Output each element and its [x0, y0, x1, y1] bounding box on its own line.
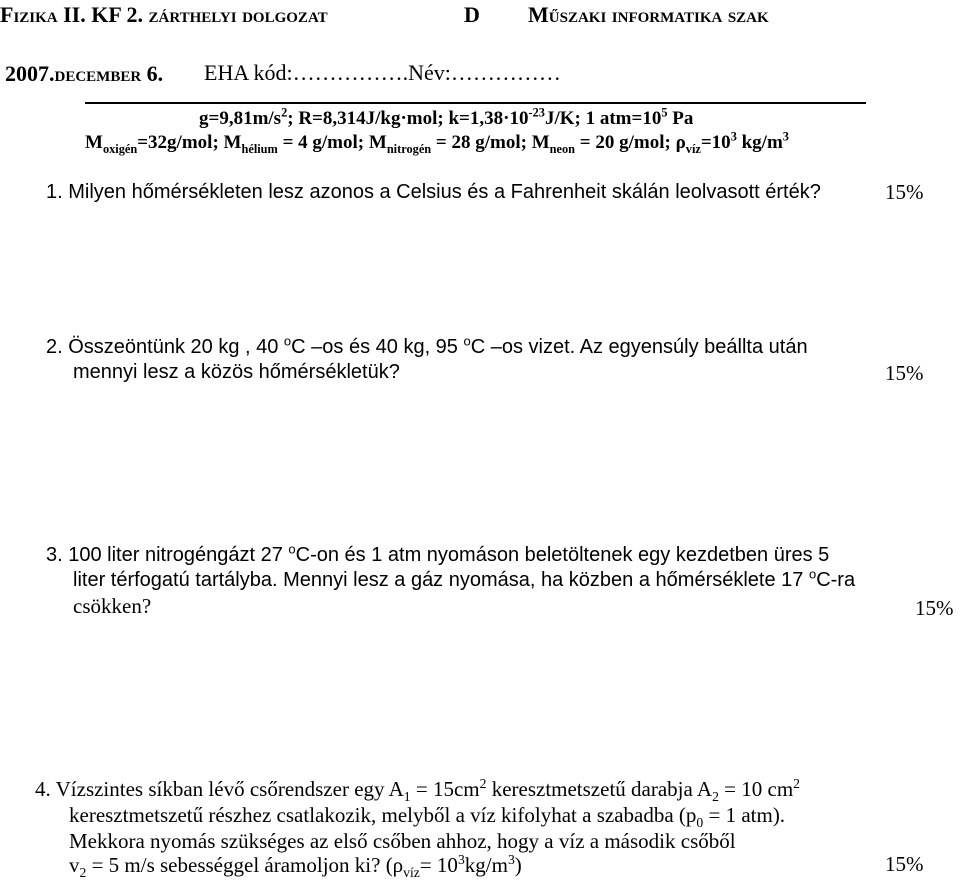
eha-name-line: EHA kód:…………….Név:……………: [204, 60, 561, 85]
constants-line-1: $g=9,81m/s^2$; R=8,314J/kg·mol; $k=1,38\cdot 10^{-23}J/K$; 1 $atm=10^5$ Pa: [199, 105, 694, 129]
question-2-percent: 15%: [885, 361, 924, 385]
question-2-line-2: mennyi lesz a közös hőmérsékletük?: [73, 361, 400, 383]
question-4-line-1: 4. Vízszintes síkban lévő csőrendszer egy $A_1 = 15cm^2$ keresztmetszetű darabja $A_2 = 10$ $cm^2$: [35, 776, 800, 805]
exam-date: 2007.december 6.: [5, 61, 164, 86]
question-3-line-3: csökken?: [73, 594, 152, 618]
exam-variant: D: [464, 2, 480, 27]
question-3-percent: 15%: [915, 596, 954, 620]
exam-program: Műszaki informatika szak: [528, 2, 769, 27]
question-4-line-2: keresztmetszetű részhez csatlakozik, melyből a víz kifolyhat a szabadba ($p_0 = 1$ atm).: [69, 803, 786, 831]
header-rule: [85, 102, 866, 104]
question-3-line-2: liter térfogatú tartályba. Mennyi lesz a gáz nyomása, ha közben a hőmérséklete 17 $^o$C-ra: [73, 566, 856, 591]
exam-title: Fizika II. KF 2. zárthelyi dolgozat: [0, 2, 328, 27]
question-4-line-3: Mekkora nyomás szükséges az első csőben ahhoz, hogy a víz a második csőből: [69, 829, 736, 853]
question-3-line-1: 3. 100 liter nitrogéngázt 27 $^o$C-on és 1 atm nyomáson beletöltenek egy kezdetben üres 5: [46, 541, 830, 566]
question-1-text: 1. Milyen hőmérsékleten lesz azonos a Celsius és a Fahrenheit skálán leolvasott érték?: [46, 181, 821, 203]
question-4-percent: 15%: [885, 852, 924, 876]
question-2-line-1: 2. Összeöntünk 20 kg , 40 $^o$C –os és 40 kg, 95 $^o$C –os vizet. Az egyensúly beállta után: [46, 333, 808, 358]
constants-line-2: $M_{oxigén}=32g$/mol; $M_{hélium} = 4$ g/mol; $M_{nitrogén} = 28$ g/mol; $M_{neon} = 20$ g/mol; $\rho_{víz}=10^3$ $kg/m^3$: [85, 129, 789, 156]
question-4-line-4: $v_2 = 5$ m/s sebességgel áramoljon ki? $(\rho_{víz}= 10^3kg/m^3)$: [69, 852, 522, 880]
question-1-percent: 15%: [885, 180, 924, 204]
